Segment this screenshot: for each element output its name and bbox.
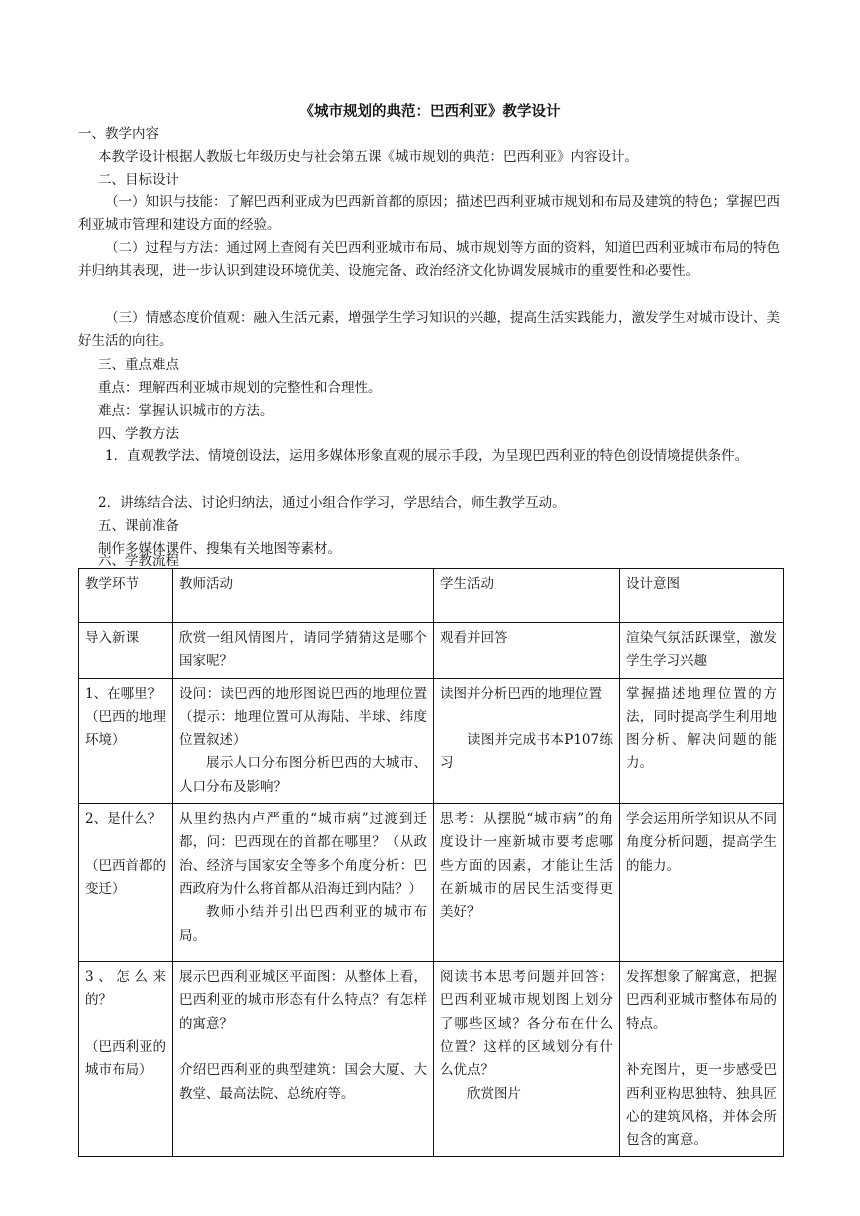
stage-cell	[79, 804, 173, 962]
difficult-point-text: 难点：掌握认识城市的方法。	[98, 403, 274, 419]
student-text: 读图并完成书本P107练习	[440, 732, 613, 772]
student-cell	[434, 623, 620, 679]
section-heading-flow: 六、学教流程	[98, 553, 179, 569]
student-text: 读图并分析巴西的地理位置	[440, 685, 602, 702]
document-title: 《城市规划的典范：巴西利亚》教学设计	[299, 103, 561, 120]
teacher-text: 设问：读巴西的地形图说巴西的地理位置（提示：地理位置可从海陆、半球、纬度位置叙述）	[179, 685, 427, 749]
table-header-row	[79, 569, 784, 623]
stage-cell	[79, 623, 173, 679]
student-text: 观看并回答	[440, 630, 508, 646]
table-row	[79, 678, 784, 803]
stage-subtitle: （巴西首都的变迁）	[85, 857, 166, 897]
table-row	[79, 962, 784, 1157]
preparation-text: 制作多媒体课件、搜集有关地图等素材。	[98, 541, 341, 557]
stage-text: 导入新课	[85, 630, 139, 646]
student-text: 阅读书本思考问题并回答：巴西利亚城市规划图上划分了哪些区域？各分布在什么位置？这样的区域划分有什么优点？	[440, 969, 613, 1079]
table-row	[79, 623, 784, 679]
student-cell	[434, 962, 620, 1157]
section-heading-preparation: 五、课前准备	[98, 518, 179, 534]
teacher-cell	[173, 962, 434, 1157]
header-teacher: 教师活动	[173, 569, 434, 623]
student-cell	[434, 804, 620, 962]
intent-text: 补充图片，更一步感受巴西利亚构思独特、独具匠心的建筑风格，并体会所包含的寓意。	[626, 1062, 777, 1149]
intent-text: 渲染气氛活跃课堂，激发学生学习兴趣	[626, 630, 777, 670]
header-stage: 教学环节	[79, 569, 173, 623]
section-heading-methods: 四、学教方法	[98, 426, 179, 442]
student-cell	[434, 678, 620, 803]
intent-cell	[620, 962, 784, 1157]
method-1-paragraph: 1．直观教学法、情境创设法，运用多媒体形象直观的展示手段，为呈现巴西利亚的特色创设情境提供条件。	[105, 448, 749, 464]
header-student: 学生活动	[434, 569, 620, 623]
teacher-text: 欣赏一组风情图片，请同学猜猜这是哪个国家呢？	[179, 630, 427, 670]
stage-text: 2、是什么？	[85, 811, 162, 828]
intent-text: 发挥想象了解寓意，把握巴西利亚城市整体布局的特点。	[626, 969, 777, 1032]
goal-process-paragraph: （二）过程与方法：通过网上查阅有关巴西利亚城市布局、城市规划等方面的资料，知道巴西利亚城市布局的特色并归纳其表现，进一步认识到建设环境优美、设施完备、政治经济文化协调发展城市的重要性和必要性。	[78, 240, 780, 280]
stage-text: 3、怎么来的？	[85, 969, 166, 1009]
stage-cell	[79, 962, 173, 1157]
intent-cell	[620, 804, 784, 962]
teaching-flow-table	[78, 568, 784, 1157]
header-intent: 设计意图	[620, 569, 784, 623]
section-heading-key-points: 三、重点难点	[98, 357, 179, 373]
section-heading-goals: 二、目标设计	[98, 172, 179, 188]
student-text: 欣赏图片	[467, 1085, 521, 1102]
method-2-paragraph: 2．讲练结合法、讨论归纳法，通过小组合作学习，学思结合，师生教学互动。	[98, 495, 566, 511]
teacher-text: 介绍巴西利亚的典型建筑：国会大厦、大教堂、最高法院、总统府等。	[179, 1062, 427, 1102]
teacher-text: 从里约热内卢严重的“城市病”过渡到迁都，问：巴西现在的首都在哪里？（从政治、经济与国家安全等多个角度分析：巴西政府为什么将首都从沿海迁到内陆？）	[179, 811, 427, 897]
teacher-cell	[173, 678, 434, 803]
goal-emotion-paragraph: （三）情感态度价值观：融入生活元素，增强学生学习知识的兴趣，提高生活实践能力，激发学生对城市设计、美好生活的向往。	[78, 310, 780, 350]
table-row	[79, 804, 784, 962]
stage-text: 1、在哪里？	[85, 685, 162, 702]
stage-subtitle: （巴西的地理环境）	[85, 708, 166, 749]
stage-cell	[79, 678, 173, 803]
key-point-text: 重点：理解西利亚城市规划的完整性和合理性。	[98, 380, 382, 396]
intent-text: 掌握描述地理位置的方法，同时提高学生利用地图分析、解决问题的能力。	[626, 685, 777, 772]
student-text: 思考：从摆脱“城市病”的角度设计一座新城市要考虑哪些方面的因素，才能让生活在新城市的居民生活变得更美好？	[440, 811, 613, 921]
intent-cell	[620, 678, 784, 803]
goal-knowledge-paragraph: （一）知识与技能：了解巴西利亚成为巴西新首都的原因；描述巴西利亚城市规划和布局及建筑的特色；掌握巴西利亚城市管理和建设方面的经验。	[78, 194, 780, 234]
stage-subtitle: （巴西利亚的城市布局）	[85, 1038, 166, 1079]
teacher-text: 展示人口分布图分析巴西的大城市、人口分布及影响？	[179, 755, 427, 795]
intent-text: 学会运用所学知识从不同角度分析问题，提高学生的能力。	[626, 811, 777, 874]
section-heading-content: 一、教学内容	[78, 126, 159, 142]
teacher-cell	[173, 623, 434, 679]
intent-cell	[620, 623, 784, 679]
teacher-text: 教师小结并引出巴西利亚的城市布局。	[179, 904, 427, 944]
teacher-text: 展示巴西利亚城区平面图：从整体上看，巴西利亚的城市形态有什么特点？有怎样的寓意？	[179, 969, 427, 1032]
teacher-cell	[173, 804, 434, 962]
section-content-text: 本教学设计根据人教版七年级历史与社会第五课《城市规划的典范：巴西利亚》内容设计。	[98, 149, 638, 165]
